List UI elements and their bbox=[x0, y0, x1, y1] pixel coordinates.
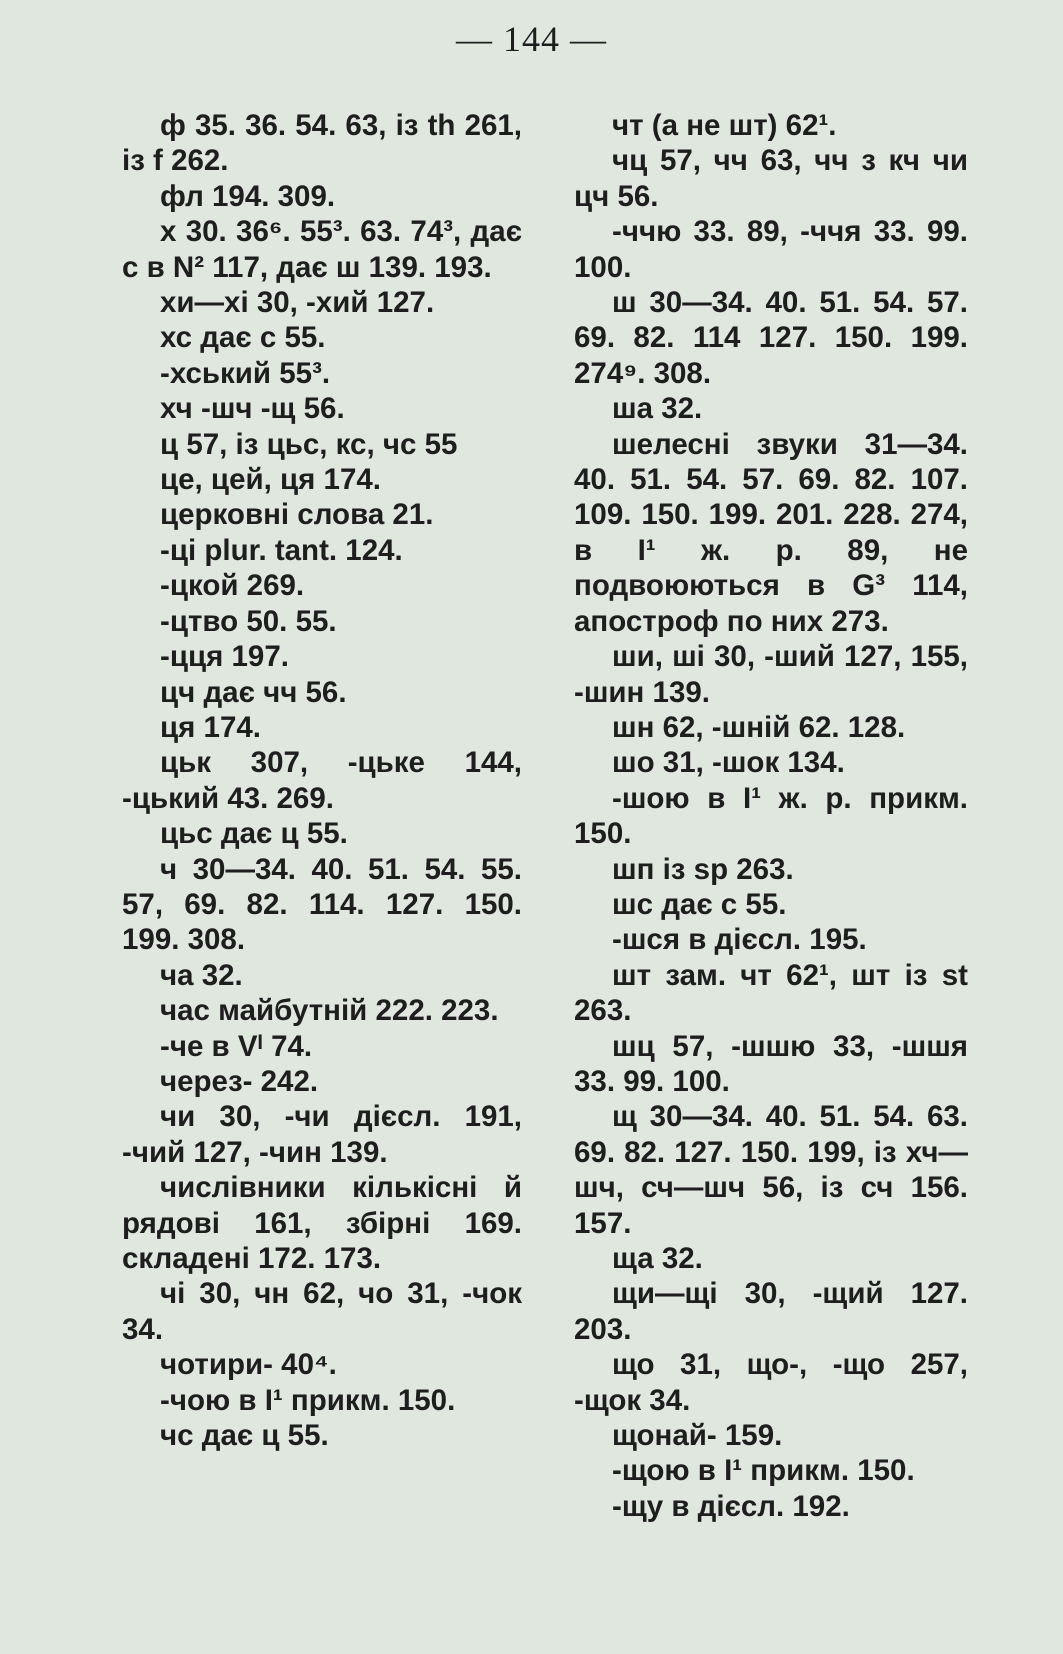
index-entry bbox=[122, 568, 522, 603]
index-entry bbox=[122, 356, 522, 391]
index-entry bbox=[574, 391, 968, 426]
index-entry-text: чт (а не шт) 62¹. bbox=[612, 109, 837, 142]
index-entry-text: цьс дає ц 55. bbox=[160, 817, 348, 851]
index-entry bbox=[122, 427, 522, 462]
index-entry bbox=[574, 639, 977, 710]
index-entry-text: цьк 307, -цьке 144, -цький 43. 269. bbox=[122, 746, 531, 815]
index-entry bbox=[122, 852, 531, 958]
index-entry-text: -щу в дієсл. 192. bbox=[612, 1489, 850, 1523]
index-entry-text: ши, ші 30, -ший 127, 155, -шин 139. bbox=[574, 640, 977, 709]
index-entry-text: шелесні звуки 31—34. 40. 51. 54. 57. 69. 82. 107. 109. 150. 199. 201. 228. 274, в І¹ ж. р. 89, не подвоюються в G³ 114, апостроф по них 273. bbox=[574, 427, 977, 638]
index-entry bbox=[574, 214, 977, 285]
index-entry bbox=[574, 1241, 968, 1276]
index-entry-text: щонай- 159. bbox=[612, 1419, 783, 1453]
index-entry-text: чи 30, -чи дієсл. 191, -чий 127, -чин 139. bbox=[122, 1100, 531, 1169]
index-entry bbox=[122, 745, 531, 816]
index-entry bbox=[574, 781, 977, 852]
index-entry-text: ф 35. 36. 54. 63, із th 261, із f 262. bbox=[122, 109, 531, 178]
index-entry-text: -цця 197. bbox=[160, 640, 289, 674]
index-entry bbox=[122, 675, 522, 710]
index-entry bbox=[122, 816, 522, 851]
index-entry bbox=[574, 108, 968, 143]
index-entry bbox=[122, 604, 522, 639]
index-entry-text: -хський 55³. bbox=[160, 356, 331, 390]
index-entry-text: чс дає ц 55. bbox=[160, 1419, 329, 1453]
index-entry-text: шс дає с 55. bbox=[612, 887, 787, 921]
index-entry-text: -чою в І¹ прикм. 150. bbox=[160, 1383, 456, 1417]
index-entry-text: -ччю 33. 89, -ччя 33. 99. 100. bbox=[574, 215, 977, 284]
index-column-right bbox=[574, 108, 977, 1524]
index-entry bbox=[122, 285, 522, 320]
index-entry bbox=[574, 745, 968, 780]
index-entry bbox=[574, 1099, 977, 1241]
index-entry-text: -че в Vᴵ 74. bbox=[160, 1029, 313, 1063]
index-entry bbox=[122, 391, 522, 426]
index-entry-text: -цкой 269. bbox=[160, 569, 305, 603]
index-entry bbox=[122, 497, 522, 532]
index-entry-text: щи—щі 30, -щий 127. 203. bbox=[574, 1277, 977, 1346]
index-column-left bbox=[122, 108, 531, 1453]
index-entry-text: церковні слова 21. bbox=[160, 498, 434, 532]
index-entry bbox=[122, 533, 522, 568]
index-entry bbox=[122, 214, 531, 285]
index-entry bbox=[122, 1064, 522, 1099]
index-entry bbox=[122, 710, 522, 745]
index-entry bbox=[574, 1418, 968, 1453]
index-entry-text: що 31, що-, -що 257, -щок 34. bbox=[574, 1348, 977, 1417]
index-entry bbox=[574, 1489, 968, 1524]
index-entry-text: шо 31, -шок 134. bbox=[612, 746, 845, 780]
index-entry-text: числівники кількісні й рядові 161, збірні 169. складені 172. 173. bbox=[122, 1171, 531, 1275]
index-entry bbox=[122, 320, 522, 355]
index-entry bbox=[122, 1347, 522, 1382]
index-entry-text: х 30. 36⁶. 55³. 63. 74³, дає с в N² 117, дає ш 139. 193. bbox=[122, 215, 531, 284]
index-entry-text: цч дає чч 56. bbox=[160, 675, 347, 709]
index-entry-text: -шся в дієсл. 195. bbox=[612, 923, 867, 957]
index-entry bbox=[122, 462, 522, 497]
index-entry-text: ця 174. bbox=[160, 710, 261, 744]
index-entry bbox=[122, 639, 522, 674]
index-entry-text: хч -шч -щ 56. bbox=[160, 392, 345, 426]
index-entry-text: -щою в І¹ прикм. 150. bbox=[612, 1454, 915, 1488]
index-entry bbox=[574, 1276, 977, 1347]
index-entry-text: хи—хі 30, -хий 127. bbox=[160, 286, 435, 320]
index-entry bbox=[574, 922, 968, 957]
index-entry bbox=[122, 1276, 531, 1347]
index-entry bbox=[574, 427, 977, 639]
index-entry bbox=[574, 710, 968, 745]
index-entry-text: -ці plur. tant. 124. bbox=[160, 533, 403, 567]
index-entry bbox=[574, 285, 977, 391]
index-entry-text: щ 30—34. 40. 51. 54. 63. 69. 82. 127. 150. 199, із хч—шч, сч—шч 56, із сч 156. 157. bbox=[574, 1100, 977, 1240]
index-entry-text: ц 57, із цьс, кс, чс 55 bbox=[160, 427, 458, 461]
index-entry-text: -шою в І¹ ж. р. прикм. 150. bbox=[574, 781, 977, 851]
index-entry-text: ш 30—34. 40. 51. 54. 57. 69. 82. 114 127. 150. 199. 274⁹. 308. bbox=[574, 286, 977, 390]
index-entry-text: ща 32. bbox=[612, 1242, 703, 1275]
index-entry bbox=[122, 108, 531, 179]
index-entry bbox=[574, 958, 977, 1029]
index-entry-text: ча 32. bbox=[160, 958, 243, 992]
index-entry bbox=[574, 1453, 968, 1488]
index-entry-text: шт зам. чт 62¹, шт із st 263. bbox=[574, 958, 977, 1028]
index-entry-text: фл 194. 309. bbox=[160, 179, 336, 213]
index-entry bbox=[122, 1418, 522, 1453]
index-entry-text: шн 62, -шній 62. 128. bbox=[612, 710, 906, 744]
index-entry bbox=[574, 1347, 977, 1418]
index-entry bbox=[574, 852, 968, 887]
index-entry-text: -цтво 50. 55. bbox=[160, 604, 337, 638]
index-entry bbox=[574, 887, 968, 922]
index-entry bbox=[122, 993, 522, 1028]
index-entry bbox=[574, 1029, 977, 1100]
index-entry bbox=[122, 1029, 522, 1064]
index-entry bbox=[574, 143, 977, 214]
index-entry-text: чотири- 40⁴. bbox=[160, 1348, 337, 1382]
index-entry-text: це, цей, ця 174. bbox=[160, 463, 381, 497]
index-entry-text: хс дає с 55. bbox=[160, 321, 326, 355]
index-entry-text: ша 32. bbox=[612, 392, 703, 426]
index-entry-text: шп із sp 263. bbox=[612, 852, 794, 886]
index-entry bbox=[122, 958, 522, 993]
index-entry-text: чц 57, чч 63, чч з кч чи цч 56. bbox=[574, 144, 977, 213]
index-entry bbox=[122, 1099, 531, 1170]
index-entry bbox=[122, 179, 522, 214]
index-entry bbox=[122, 1170, 531, 1276]
index-entry-text: ч 30—34. 40. 51. 54. 55. 57, 69. 82. 114. 127. 150. 199. 308. bbox=[122, 852, 531, 957]
page-number: — 144 — bbox=[456, 19, 607, 59]
index-entry-text: через- 242. bbox=[160, 1064, 319, 1098]
index-entry-text: шц 57, -шшю 33, -шшя 33. 99. 100. bbox=[574, 1029, 977, 1098]
index-entry-text: час майбутній 222. 223. bbox=[160, 994, 499, 1028]
index-entry-text: чі 30, чн 62, чо 31, -чок 34. bbox=[122, 1277, 531, 1346]
index-entry bbox=[122, 1383, 522, 1418]
